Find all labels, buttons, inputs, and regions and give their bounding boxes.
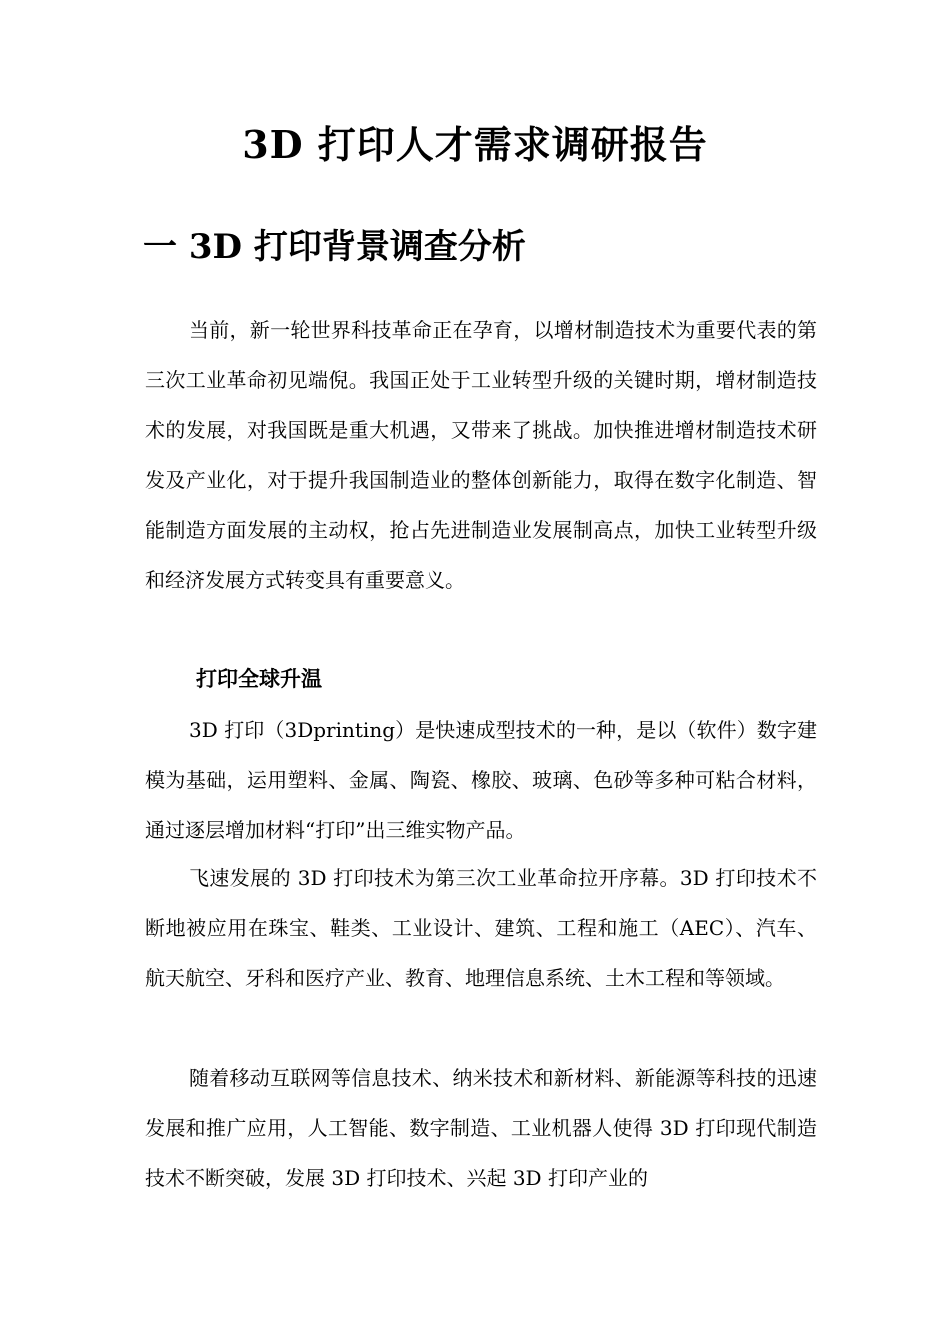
section-heading: 一 3D 打印背景调查分析 (143, 227, 526, 268)
body-paragraph: 当前，新一轮世界科技革命正在孕育，以增材制造技术为重要代表的第三次工业革命初见端倪。我国正处于工业转型升级的关键时期，增材制造技术的发展，对我国既是重大机遇，又带来了挑战。加快推进增材制造技术研发及产业化，对于提升我国制造业的整体创新能力，取得在数字化制造、智能制造方面发展的主动权，抢占先进制造业发展制高点，加快工业转型升级和经济发展方式转变具有重要意义。 (145, 318, 817, 592)
body-paragraph: 随着移动互联网等信息技术、纳米技术和新材料、新能源等科技的迅速发展和推广应用，人工智能、数字制造、工业机器人使得 3D 打印现代制造技术不断突破，发展 3D 打印技术、兴起 3D 打印产业的 (145, 1066, 817, 1190)
body-paragraph: 3D 打印（3Dprinting）是快速成型技术的一种，是以（软件）数字建模为基础，运用塑料、金属、陶瓷、橡胶、玻璃、色砂等多种可粘合材料，通过逐层增加材料“打印”出三维实物产品。 (145, 718, 817, 842)
sub-heading: 打印全球升温 (196, 667, 322, 691)
body-paragraph: 飞速发展的 3D 打印技术为第三次工业革命拉开序幕。3D 打印技术不断地被应用在珠宝、鞋类、工业设计、建筑、工程和施工（AEC）、汽车、航天航空、牙科和医疗产业、教育、地理信息系统、土木工程和等领域。 (145, 866, 817, 990)
document-title: 3D 打印人才需求调研报告 (242, 122, 708, 168)
